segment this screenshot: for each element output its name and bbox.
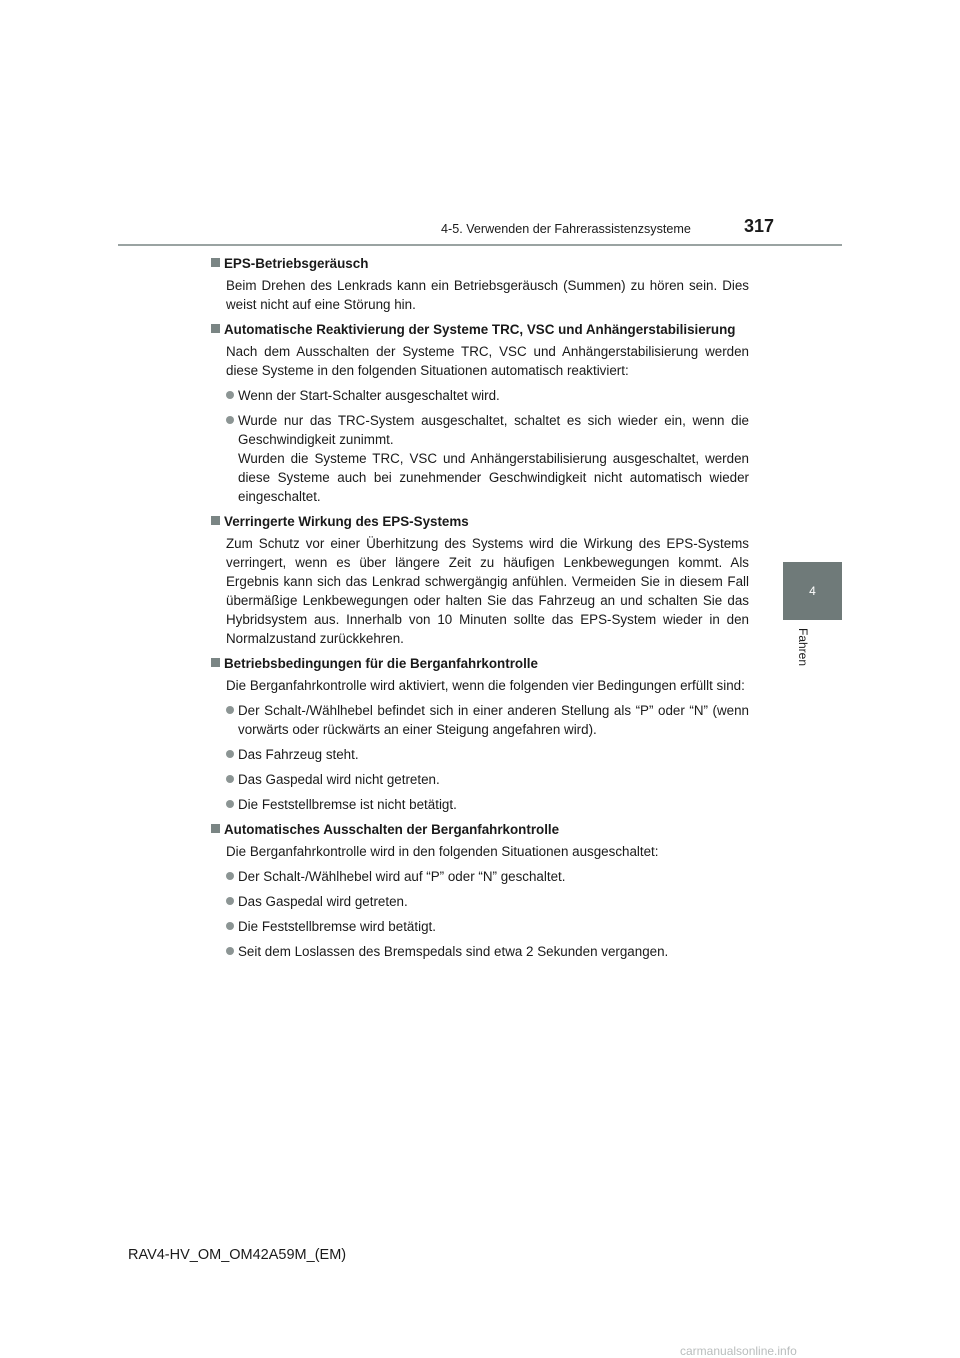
- list-item: [226, 770, 749, 789]
- round-bullet-icon: [226, 750, 234, 758]
- list-item-text: Die Feststellbremse ist nicht betätigt.: [238, 797, 457, 812]
- list-item: [226, 386, 749, 405]
- section-heading-text: Automatisches Ausschalten der Berganfahrkontrolle: [224, 822, 560, 837]
- main-content: [211, 254, 749, 961]
- note-section: [211, 320, 749, 506]
- chapter-label: Fahren: [796, 628, 810, 667]
- chapter-number: 4: [809, 584, 816, 598]
- section-heading-text: Verringerte Wirkung des EPS-Systems: [224, 514, 469, 529]
- square-bullet-icon: [211, 824, 220, 833]
- round-bullet-icon: [226, 947, 234, 955]
- section-heading-text: Automatische Reaktivierung der Systeme TRC, VSC und Anhängerstabilisierung: [224, 322, 736, 337]
- list-item-text: Der Schalt-/Wählhebel wird auf “P” oder “N” geschaltet.: [238, 869, 566, 884]
- section-heading: [211, 820, 749, 839]
- list-item-text: Seit dem Loslassen des Bremspedals sind etwa 2 Sekunden vergangen.: [238, 944, 669, 959]
- list-item: [226, 411, 749, 506]
- square-bullet-icon: [211, 516, 220, 525]
- list-item-text: Das Fahrzeug steht.: [238, 747, 359, 762]
- note-section: [211, 254, 749, 314]
- chapter-tab: [783, 562, 842, 620]
- section-paragraph: Die Berganfahrkontrolle wird aktiviert, wenn die folgenden vier Bedingungen erfüllt sind:: [226, 678, 745, 693]
- list-item-text: Wurde nur das TRC-System ausgeschaltet, schaltet es sich wieder ein, wenn die Geschwindigkeit zunimmt. Wurden die Systeme TRC, VSC und Anhängerstabilisierung ausgeschaltet, werden diese Systeme auch bei zunehmender Geschwindigkeit nicht automatisch wieder eingeschaltet.: [238, 413, 749, 504]
- watermark: carmanualsonline.info: [680, 1344, 797, 1358]
- square-bullet-icon: [211, 258, 220, 267]
- list-item-text: Wenn der Start-Schalter ausgeschaltet wird.: [238, 388, 500, 403]
- list-item: [226, 701, 749, 739]
- note-section: [211, 512, 749, 648]
- round-bullet-icon: [226, 416, 234, 424]
- list-item: [226, 745, 749, 764]
- round-bullet-icon: [226, 922, 234, 930]
- square-bullet-icon: [211, 658, 220, 667]
- section-title: 4-5. Verwenden der Fahrerassistenzsysteme: [441, 222, 691, 236]
- section-heading-text: EPS-Betriebsgeräusch: [224, 256, 369, 271]
- list-item: [226, 942, 749, 961]
- section-heading-text: Betriebsbedingungen für die Berganfahrkontrolle: [224, 656, 538, 671]
- list-item: [226, 892, 749, 911]
- round-bullet-icon: [226, 391, 234, 399]
- section-paragraph: Die Berganfahrkontrolle wird in den folgenden Situationen ausgeschaltet:: [226, 844, 659, 859]
- list-item: [226, 795, 749, 814]
- section-heading: [211, 654, 749, 673]
- document-code: RAV4-HV_OM_OM42A59M_(EM): [128, 1247, 347, 1263]
- round-bullet-icon: [226, 775, 234, 783]
- header-divider: [118, 244, 842, 246]
- section-paragraph: Beim Drehen des Lenkrads kann ein Betriebsgeräusch (Summen) zu hören sein. Dies weist nicht auf eine Störung hin.: [226, 278, 749, 312]
- list-item: [226, 867, 749, 886]
- round-bullet-icon: [226, 800, 234, 808]
- list-item: [226, 917, 749, 936]
- section-paragraph: Zum Schutz vor einer Überhitzung des Systems wird die Wirkung des EPS-Systems verringert, wenn es über längere Zeit zu häufigen Lenkbewegungen kommt. Als Ergebnis kann sich das Lenkrad schwergängig anfühlen. Vermeiden Sie in diesem Fall übermäßige Lenkbewegungen oder halten Sie das Fahrzeug an und schalten Sie das Hybridsystem aus. Innerhalb von 10 Minuten sollte das EPS-System wieder in den Normalzustand zurückkehren.: [226, 536, 749, 646]
- list-item-text: Das Gaspedal wird nicht getreten.: [238, 772, 440, 787]
- list-item-text: Der Schalt-/Wählhebel befindet sich in einer anderen Stellung als “P” oder “N” (wenn vorwärts oder rückwärts an einer Steigung angefahren wird).: [238, 703, 749, 737]
- round-bullet-icon: [226, 872, 234, 880]
- round-bullet-icon: [226, 706, 234, 714]
- page-number: 317: [744, 216, 775, 236]
- section-paragraph: Nach dem Ausschalten der Systeme TRC, VSC und Anhängerstabilisierung werden diese Systeme in den folgenden Situationen automatisch reaktiviert:: [226, 344, 749, 378]
- section-heading: [211, 512, 749, 531]
- list-item-text: Das Gaspedal wird getreten.: [238, 894, 408, 909]
- note-section: [211, 820, 749, 961]
- list-item-text: Die Feststellbremse wird betätigt.: [238, 919, 436, 934]
- round-bullet-icon: [226, 897, 234, 905]
- section-heading: [211, 254, 749, 273]
- square-bullet-icon: [211, 324, 220, 333]
- note-section: [211, 654, 749, 814]
- section-heading: [211, 320, 749, 339]
